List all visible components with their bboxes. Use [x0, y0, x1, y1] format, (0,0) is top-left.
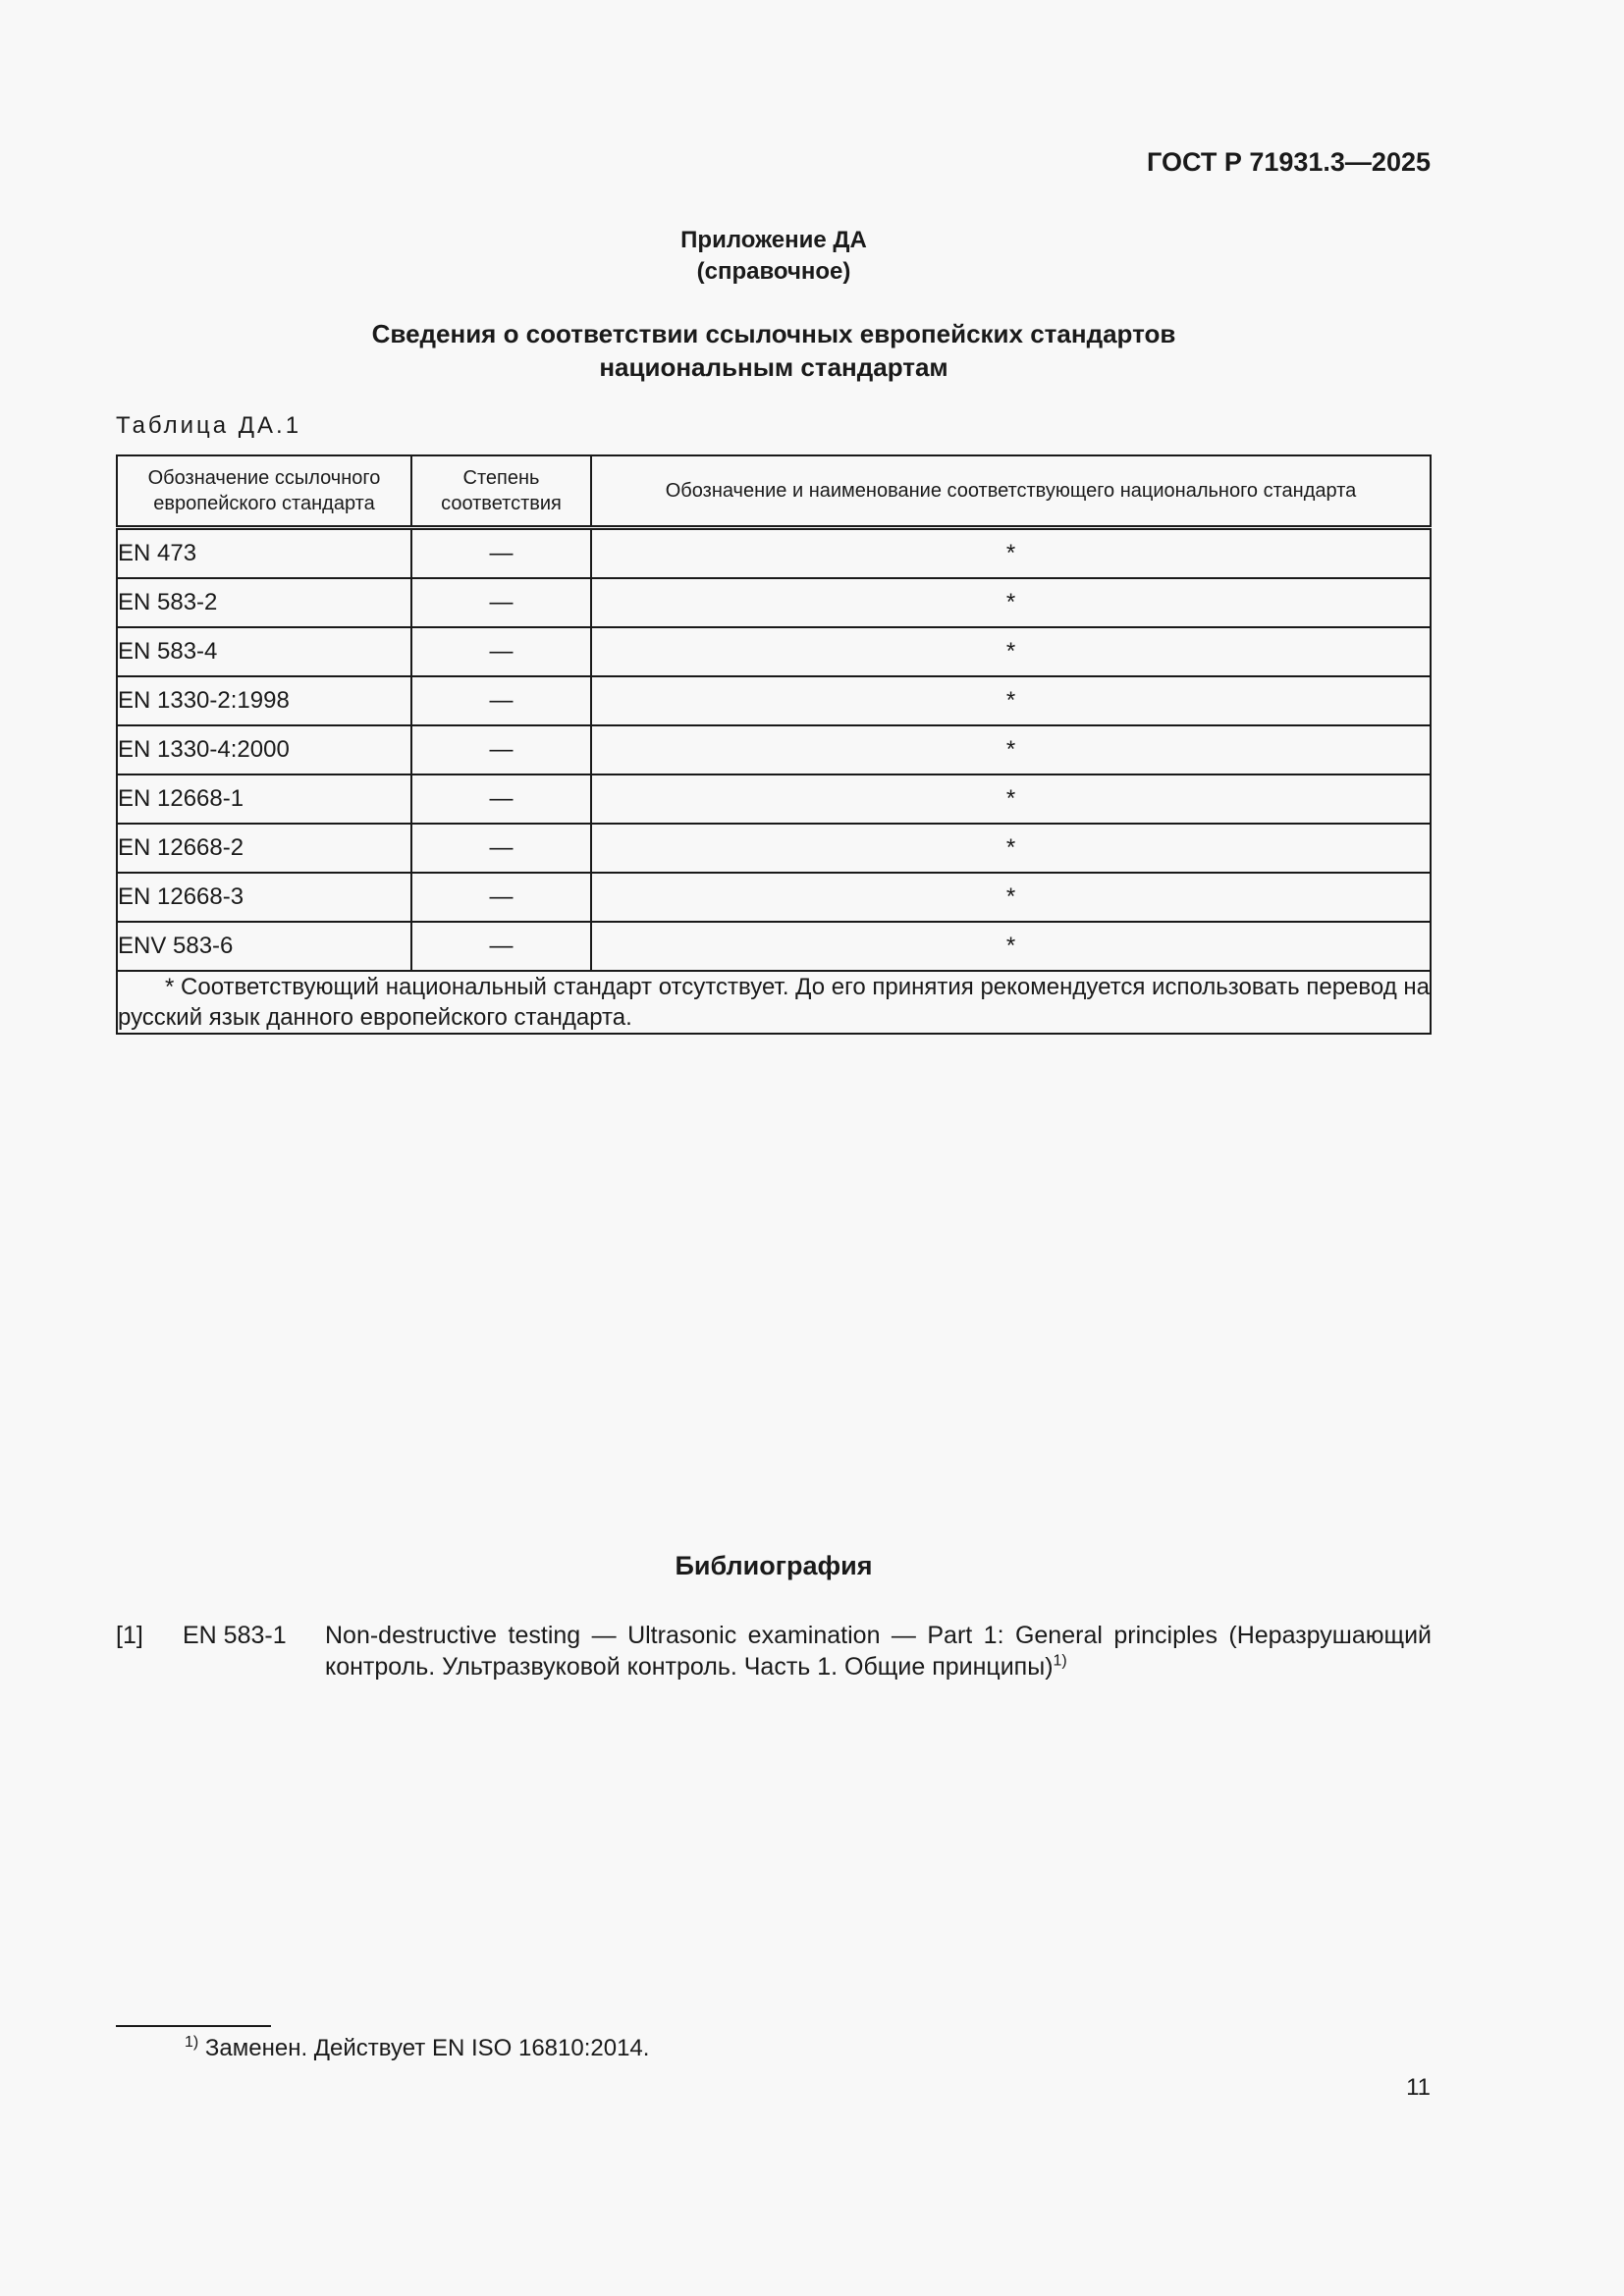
bibliography-title: Библиография — [675, 1551, 873, 1580]
cell-national: * — [591, 774, 1431, 824]
cell-degree: — — [411, 824, 591, 873]
cell-degree: — — [411, 627, 591, 676]
appendix-heading-line2: национальным стандартам — [599, 352, 948, 382]
bibliography-entry-text: Non-destructive testing — Ultrasonic examination — Part 1: General principles (Неразрушающий контроль. Ультразвуковой контроль. Часть 1. Общие принципы) — [325, 1622, 1432, 1681]
table-row — [117, 824, 1431, 873]
cell-national: * — [591, 676, 1431, 725]
document-code: ГОСТ Р 71931.3—2025 — [1147, 147, 1431, 177]
cell-national: * — [591, 627, 1431, 676]
bibliography-entry-code: EN 583-1 — [183, 1622, 287, 1649]
cell-standard: EN 583-4 — [117, 627, 411, 676]
table-note-row — [117, 971, 1431, 1034]
bibliography-entry-number: [1] — [116, 1622, 143, 1649]
table-row — [117, 725, 1431, 774]
appendix-title: Приложение ДА — [680, 227, 867, 253]
footnote-text: Заменен. Действует EN ISO 16810:2014. — [204, 2035, 650, 2061]
appendix-heading-line1: Сведения о соответствии ссылочных европейских стандартов — [371, 319, 1176, 348]
footnote — [185, 2035, 649, 2062]
header-reference-standard: Обозначение ссылочного европейского стандарта — [117, 455, 411, 528]
standards-table — [116, 454, 1432, 1035]
table-row — [117, 627, 1431, 676]
footnote-mark: 1) — [185, 2034, 199, 2051]
cell-degree: — — [411, 578, 591, 627]
cell-standard: EN 1330-2:1998 — [117, 676, 411, 725]
header-degree: Степень соответствия — [411, 455, 591, 528]
header-national-standard: Обозначение и наименование соответствующего национального стандарта — [591, 455, 1431, 528]
page-number: 11 — [1406, 2074, 1431, 2101]
table-caption: Таблица ДА.1 — [116, 412, 302, 439]
cell-degree: — — [411, 922, 591, 971]
table-note-cell — [117, 971, 1431, 1034]
table-row — [117, 873, 1431, 922]
cell-national: * — [591, 528, 1431, 579]
table-row — [117, 676, 1431, 725]
cell-standard: EN 1330-4:2000 — [117, 725, 411, 774]
footnote-reference[interactable]: 1) — [1053, 1652, 1067, 1670]
cell-national: * — [591, 824, 1431, 873]
table-row — [117, 922, 1431, 971]
cell-national: * — [591, 725, 1431, 774]
cell-national: * — [591, 578, 1431, 627]
footnote-separator — [116, 2025, 271, 2027]
cell-national: * — [591, 922, 1431, 971]
appendix-kind: (справочное) — [696, 258, 851, 285]
table-row — [117, 528, 1431, 579]
cell-degree: — — [411, 725, 591, 774]
table-row — [117, 578, 1431, 627]
cell-degree: — — [411, 873, 591, 922]
cell-degree: — — [411, 528, 591, 579]
cell-standard: EN 12668-1 — [117, 774, 411, 824]
cell-standard: EN 12668-3 — [117, 873, 411, 922]
cell-degree: — — [411, 774, 591, 824]
bibliography-entry-text-wrap — [325, 1620, 1432, 1682]
cell-standard: EN 583-2 — [117, 578, 411, 627]
cell-degree: — — [411, 676, 591, 725]
cell-standard: EN 473 — [117, 528, 411, 579]
cell-national: * — [591, 873, 1431, 922]
table-note: * Соответствующий национальный стандарт отсутствует. До его принятия рекомендуется использовать перевод на русский язык данного европейского стандарта. — [118, 974, 1430, 1031]
cell-standard: ENV 583-6 — [117, 922, 411, 971]
table-row — [117, 774, 1431, 824]
cell-standard: EN 12668-2 — [117, 824, 411, 873]
table-header-row — [117, 455, 1431, 528]
